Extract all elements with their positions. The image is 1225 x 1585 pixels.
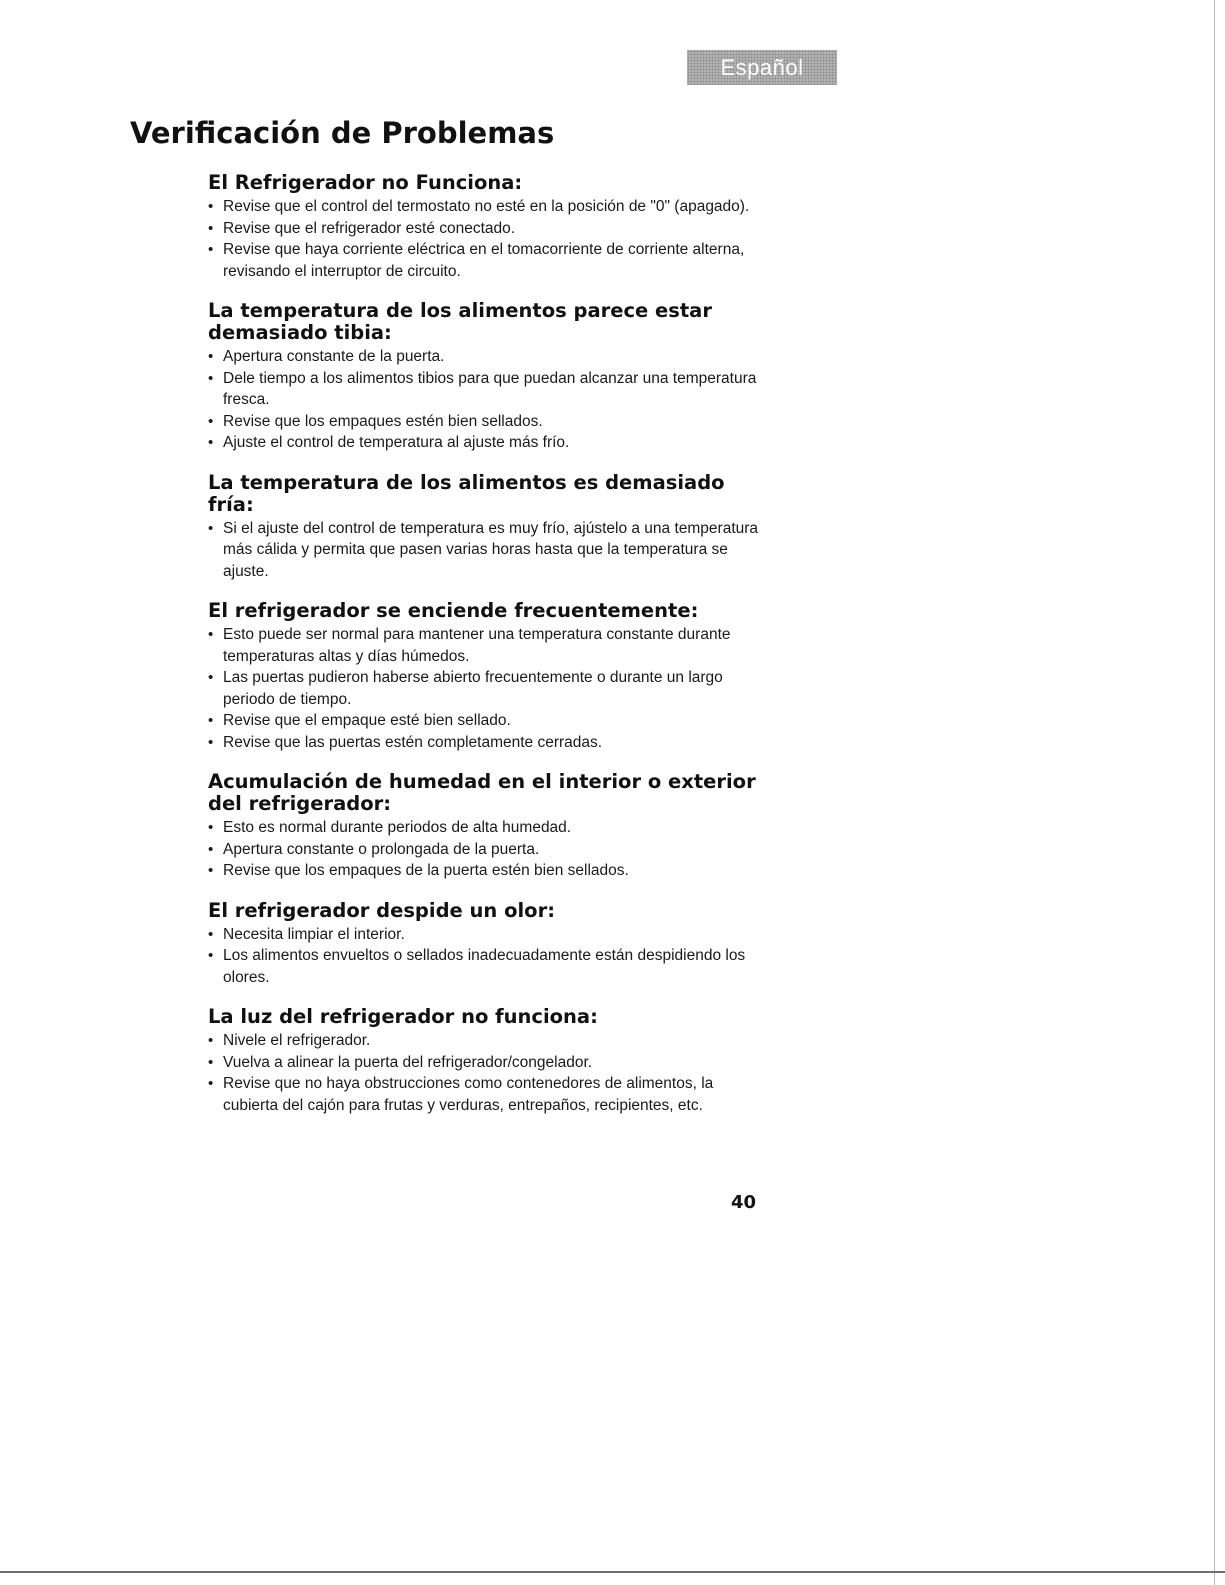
list-item: • Revise que no haya obstrucciones como contenedores de alimentos, la cubierta del cajón para frutas y verduras, entrepaños, recipientes, etc. bbox=[208, 1073, 768, 1116]
section-not-working bbox=[208, 172, 768, 282]
section-items bbox=[208, 817, 768, 882]
list-item: • Revise que los empaques de la puerta estén bien sellados. bbox=[208, 860, 768, 882]
section-too-cold bbox=[208, 472, 768, 583]
section-items bbox=[208, 518, 768, 583]
section-runs-frequently bbox=[208, 600, 768, 753]
section-heading: El refrigerador se enciende frecuentemente: bbox=[208, 599, 699, 622]
section-items bbox=[208, 1030, 768, 1116]
page-title: Verificación de Problemas bbox=[130, 116, 555, 150]
section-items bbox=[208, 924, 768, 989]
page-bottom-line bbox=[0, 1571, 1225, 1573]
section-heading: El Refrigerador no Funciona: bbox=[208, 171, 523, 194]
list-item: • Las puertas pudieron haberse abierto frecuentemente o durante un largo periodo de tiempo. bbox=[208, 667, 768, 710]
section-heading: El refrigerador despide un olor: bbox=[208, 898, 555, 922]
list-item: • Necesita limpiar el interior. bbox=[208, 924, 768, 946]
list-item: • Ajuste el control de temperatura al ajuste más frío. bbox=[208, 432, 768, 454]
page-number: 40 bbox=[731, 1192, 757, 1213]
language-tab bbox=[687, 50, 837, 85]
section-moisture bbox=[208, 771, 768, 882]
language-tab-label: Español bbox=[720, 54, 804, 80]
list-item: • Vuelva a alinear la puerta del refrigerador/congelador. bbox=[208, 1052, 768, 1074]
page-edge-line bbox=[1214, 0, 1215, 1585]
section-light bbox=[208, 1006, 768, 1116]
section-heading: La temperatura de los alimentos es demasiado fría: bbox=[208, 470, 725, 516]
section-too-warm bbox=[208, 300, 768, 454]
section-heading: La temperatura de los alimentos parece estar demasiado tibia: bbox=[208, 299, 712, 344]
section-heading: La luz del refrigerador no funciona: bbox=[208, 1005, 598, 1028]
list-item: • Revise que las puertas estén completamente cerradas. bbox=[208, 732, 768, 754]
list-item: • Revise que haya corriente eléctrica en el tomacorriente de corriente alterna, revisando el interruptor de circuito. bbox=[208, 239, 768, 282]
section-items bbox=[208, 624, 768, 753]
list-item: • Los alimentos envueltos o sellados inadecuadamente están despidiendo los olores. bbox=[208, 945, 768, 988]
list-item: • Esto puede ser normal para mantener una temperatura constante durante temperaturas altas y días húmedos. bbox=[208, 624, 768, 667]
list-item: • Revise que los empaques estén bien sellados. bbox=[208, 411, 768, 433]
list-item: • Apertura constante de la puerta. bbox=[208, 346, 768, 368]
list-item: • Revise que el empaque esté bien sellado. bbox=[208, 710, 768, 732]
section-items bbox=[208, 196, 768, 282]
list-item: • Esto es normal durante periodos de alta humedad. bbox=[208, 817, 768, 839]
section-items bbox=[208, 346, 768, 454]
list-item: • Dele tiempo a los alimentos tibios para que puedan alcanzar una temperatura fresca. bbox=[208, 368, 768, 411]
list-item: • Apertura constante o prolongada de la puerta. bbox=[208, 839, 768, 861]
section-heading: Acumulación de humedad en el interior o exterior del refrigerador: bbox=[208, 770, 756, 815]
troubleshooting-content bbox=[208, 172, 768, 1134]
list-item: • Revise que el refrigerador esté conectado. bbox=[208, 218, 768, 240]
list-item: • Revise que el control del termostato no esté en la posición de "0" (apagado). bbox=[208, 196, 768, 218]
list-item: • Nivele el refrigerador. bbox=[208, 1030, 768, 1052]
list-item: • Si el ajuste del control de temperatura es muy frío, ajústelo a una temperatura más cálida y permita que pasen varias horas hasta que la temperatura se ajuste. bbox=[208, 518, 768, 583]
section-odor bbox=[208, 900, 768, 989]
